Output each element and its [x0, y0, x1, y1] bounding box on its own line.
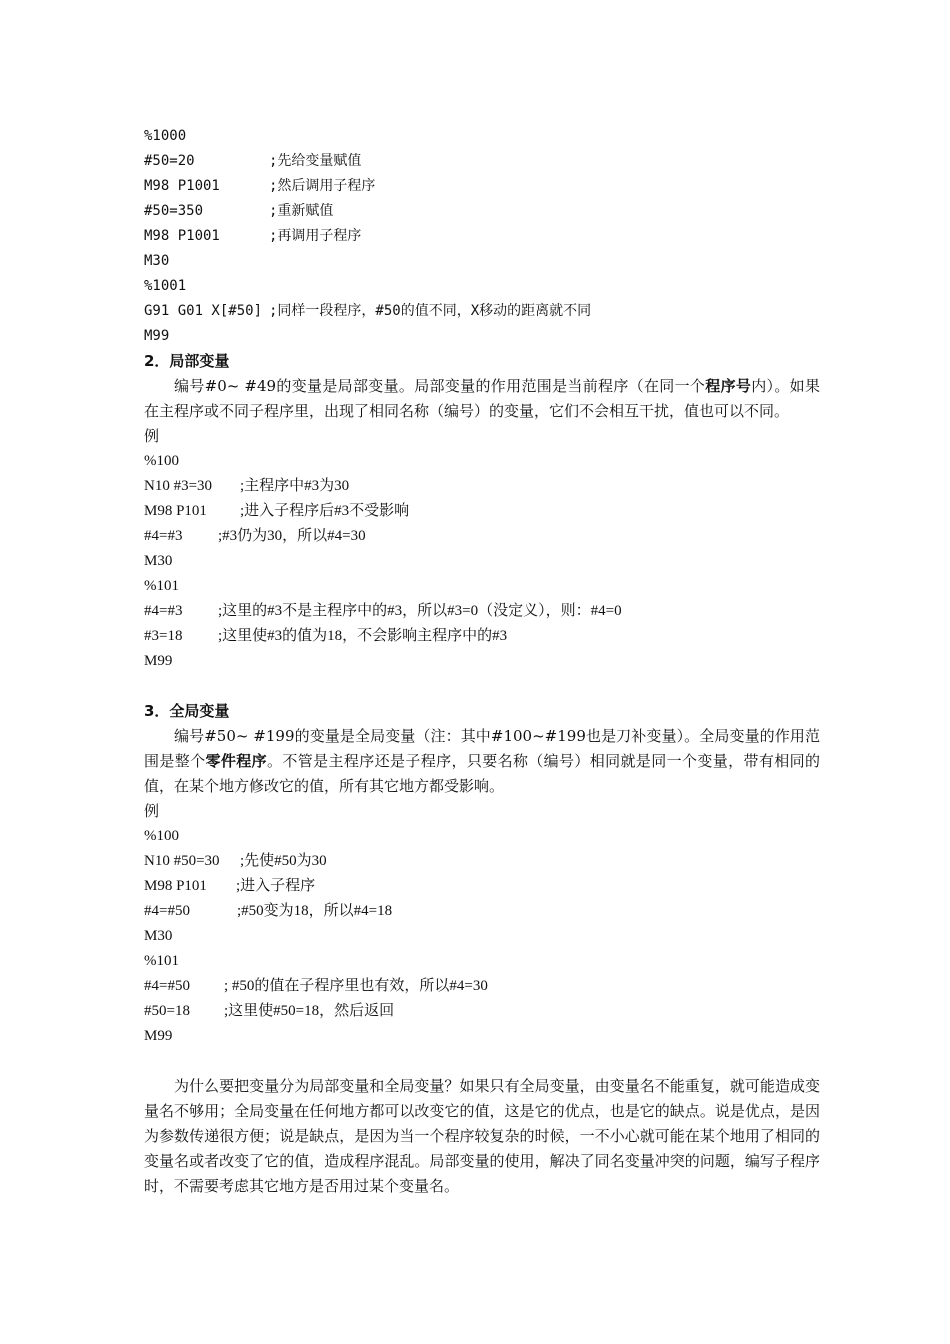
- code-line: G91 G01 X[#50] ;同样一段程序，#50的值不同，X移动的距离就不同: [144, 303, 592, 319]
- code-line: M99: [144, 328, 170, 344]
- code-line: M98 P101 ;进入子程序后#3不受影响: [144, 503, 410, 519]
- code-line: %100: [144, 453, 179, 469]
- section-heading-local-variables: 2．局部变量: [144, 352, 230, 370]
- code-line: M99: [144, 1028, 173, 1044]
- code-line: M30: [144, 928, 173, 944]
- code-example-1: [144, 124, 820, 349]
- code-line: M98 P1001 ;再调用子程序: [144, 228, 362, 244]
- code-line: M30: [144, 553, 173, 569]
- code-line: %100: [144, 828, 179, 844]
- code-line: %101: [144, 578, 179, 594]
- code-line: #3=18 ;这里使#3的值为18，不会影响主程序中的#3: [144, 628, 508, 644]
- code-line: #50=350 ;重新赋值: [144, 203, 334, 219]
- code-line: N10 #3=30 ;主程序中#3为30: [144, 478, 350, 494]
- code-line: %1000: [144, 128, 187, 144]
- code-example-3: [144, 824, 820, 1049]
- code-line: M98 P1001 ;然后调用子程序: [144, 178, 376, 194]
- code-example-2: [144, 449, 820, 674]
- code-line: %1001: [144, 278, 187, 294]
- section-heading-global-variables: 3．全局变量: [144, 702, 230, 720]
- code-line: #50=18 ;这里使#50=18，然后返回: [144, 1003, 395, 1019]
- example-label: 例: [144, 427, 160, 445]
- code-line: #4=#3 ;#3仍为30，所以#4=30: [144, 528, 366, 544]
- code-line: M30: [144, 253, 170, 269]
- example-label: 例: [144, 802, 160, 820]
- code-line: %101: [144, 953, 179, 969]
- code-line: #50=20 ;先给变量赋值: [144, 153, 362, 169]
- code-line: #4=#50 ;#50变为18，所以#4=18: [144, 903, 393, 919]
- code-line: M98 P101 ;进入子程序: [144, 878, 316, 894]
- spacer: [144, 674, 820, 699]
- code-line: M99: [144, 653, 173, 669]
- section-paragraph: 编号#0~ #49的变量是局部变量。局部变量的作用范围是当前程序（在同一个程序号内）。如果在主程序或不同子程序里，出现了相同名称（编号）的变量，它们不会相互干扰，值也可以不同。: [144, 377, 820, 420]
- code-line: #4=#50 ; #50的值在子程序里也有效，所以#4=30: [144, 978, 488, 994]
- code-line: #4=#3 ;这里的#3不是主程序中的#3，所以#3=0（没定义），则：#4=0: [144, 603, 622, 619]
- document-body: [144, 124, 820, 1199]
- spacer: [144, 1049, 820, 1074]
- section-paragraph: 编号#50~ #199的变量是全局变量（注：其中#100~#199也是刀补变量）。全局变量的作用范围是整个零件程序。不管是主程序还是子程序，只要名称（编号）相同就是同一个变量，带有相同的值，在某个地方修改它的值，所有其它地方都受影响。: [144, 727, 820, 795]
- conclusion-paragraph: 为什么要把变量分为局部变量和全局变量？如果只有全局变量，由变量名不能重复，就可能造成变量名不够用；全局变量在任何地方都可以改变它的值，这是它的优点，也是它的缺点。说是优点，是因为参数传递很方便；说是缺点，是因为当一个程序较复杂的时候，一不小心就可能在某个地用了相同的变量名或者改变了它的值，造成程序混乱。局部变量的使用，解决了同名变量冲突的问题，编写子程序时，不需要考虑其它地方是否用过某个变量名。: [144, 1077, 820, 1195]
- code-line: N10 #50=30 ;先使#50为30: [144, 853, 327, 869]
